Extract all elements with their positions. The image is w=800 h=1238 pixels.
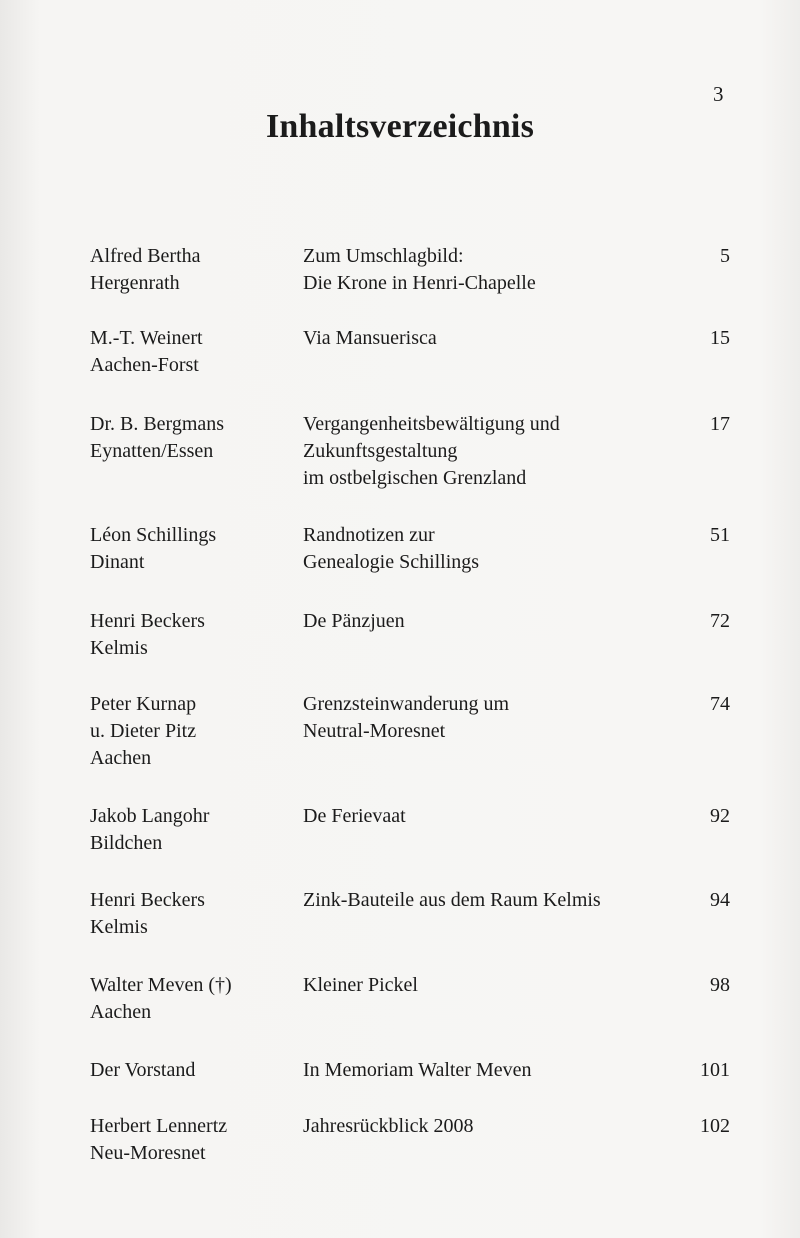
toc-title-line: Vergangenheitsbewältigung und [303, 413, 560, 435]
toc-author-line: Henri Beckers [90, 889, 205, 911]
toc-author [90, 411, 290, 465]
toc-page-number: 5 [720, 245, 730, 267]
page-title: Inhaltsverzeichnis [265, 108, 535, 145]
toc-author-line: u. Dieter Pitz [90, 720, 197, 742]
toc-author-line: Kelmis [90, 637, 148, 659]
toc-title-line: Die Krone in Henri-Chapelle [303, 272, 536, 294]
toc-page-number: 74 [710, 693, 730, 715]
toc-title-line: Zukunftsgestaltung [303, 440, 458, 462]
toc-author-line: Peter Kurnap [90, 693, 197, 715]
toc-author-line: Hergenrath [90, 272, 180, 294]
toc-author-line: Der Vorstand [90, 1059, 196, 1081]
toc-author-line: Eynatten/Essen [90, 440, 214, 462]
toc-author-line: Dinant [90, 551, 145, 573]
toc-title [303, 522, 693, 576]
toc-author-line: Aachen [90, 747, 152, 769]
toc-author-line: Dr. B. Bergmans [90, 413, 225, 435]
toc-title-line: im ostbelgischen Grenzland [303, 467, 527, 489]
toc-title-line: De Pänzjuen [303, 610, 405, 632]
toc-title-line: In Memoriam Walter Meven [303, 1059, 532, 1081]
toc-author [90, 887, 290, 941]
toc-author-line: Alfred Bertha [90, 245, 201, 267]
toc-page-number: 102 [700, 1115, 730, 1137]
toc-author [90, 972, 290, 1026]
toc-title-line: Neutral-Moresnet [303, 720, 446, 742]
toc-title [303, 803, 693, 830]
toc-author [90, 243, 290, 297]
toc-author [90, 803, 290, 857]
toc-title [303, 1057, 693, 1084]
toc-author [90, 325, 290, 379]
toc-title-line: Randnotizen zur [303, 524, 435, 546]
toc-title-line: Zink-Bauteile aus dem Raum Kelmis [303, 889, 601, 911]
toc-page-number: 98 [710, 974, 730, 996]
page-number: 3 [713, 82, 724, 106]
toc-author-line: Herbert Lennertz [90, 1115, 228, 1137]
toc-page-number: 94 [710, 889, 730, 911]
toc-title [303, 887, 693, 914]
toc-author [90, 691, 290, 772]
toc-author [90, 608, 290, 662]
toc-title-line: Zum Umschlagbild: [303, 245, 464, 267]
toc-author-line: M.-T. Weinert [90, 327, 203, 349]
toc-title-line: Via Mansuerisca [303, 327, 437, 349]
toc-title-line: Kleiner Pickel [303, 974, 418, 996]
toc-title [303, 325, 693, 352]
toc-author-line: Jakob Langohr [90, 805, 210, 827]
toc-page-number: 17 [710, 413, 730, 435]
toc-author-line: Neu-Moresnet [90, 1142, 206, 1164]
toc-author-line: Bildchen [90, 832, 163, 854]
toc-title [303, 243, 693, 297]
toc-title [303, 1113, 693, 1140]
toc-author [90, 1113, 290, 1167]
toc-author [90, 1057, 290, 1084]
toc-page-number: 72 [710, 610, 730, 632]
toc-author [90, 522, 290, 576]
toc-page-number: 51 [710, 524, 730, 546]
toc-author-line: Léon Schillings [90, 524, 217, 546]
toc-author-line: Aachen-Forst [90, 354, 199, 376]
toc-title [303, 411, 693, 492]
toc-title [303, 608, 693, 635]
toc-author-line: Walter Meven (†) [90, 974, 232, 996]
toc-title-line: Genealogie Schillings [303, 551, 480, 573]
toc-page-number: 101 [700, 1059, 730, 1081]
toc-page-number: 92 [710, 805, 730, 827]
toc-author-line: Aachen [90, 1001, 152, 1023]
toc-title [303, 691, 693, 745]
toc-title [303, 972, 693, 999]
toc-title-line: De Ferievaat [303, 805, 406, 827]
toc-author-line: Henri Beckers [90, 610, 205, 632]
toc-page-number: 15 [710, 327, 730, 349]
toc-author-line: Kelmis [90, 916, 148, 938]
toc-title-line: Jahresrückblick 2008 [303, 1115, 474, 1137]
toc-title-line: Grenzsteinwanderung um [303, 693, 510, 715]
